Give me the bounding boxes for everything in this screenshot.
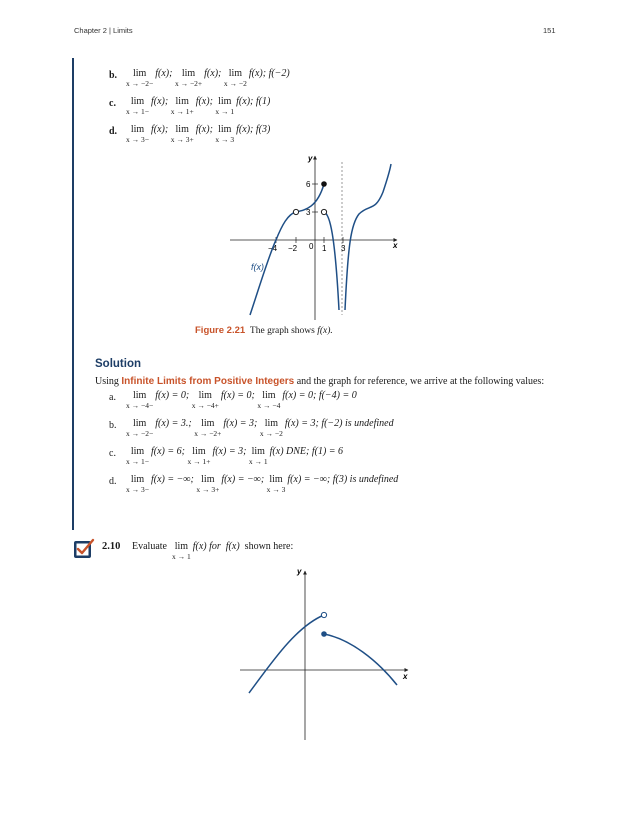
solution-row-b: lim x → −2− f(x) = 3.; lim x → −2+ f(x) = 3; lim x → −2 f(x) = 3; f(−2) is undefined xyxy=(126,418,394,438)
solution-row-d: lim x → 3− f(x) = −∞; lim x → 3+ f(x) = −∞; lim x → 3 f(x) = −∞; f(3) is undefined xyxy=(126,474,399,494)
limit-expression: lim x → −2− xyxy=(126,68,154,88)
limit-expression: lim x → 1+ xyxy=(187,446,211,466)
limit-expression: lim x → 3 xyxy=(215,124,235,144)
exercise-row-b: lim x → −2− f(x); lim x → −2+ f(x); lim x → −2 f(x); f(−2) xyxy=(126,68,290,88)
limit-expression: lim x → −4− xyxy=(126,390,154,410)
x-tick-label: −4 xyxy=(268,244,278,253)
limit-expression: lim x → 1 xyxy=(215,96,235,116)
y-axis-label: y xyxy=(297,567,302,576)
limit-expression: lim x → −2+ xyxy=(174,68,203,88)
x-axis-label: x xyxy=(393,241,398,250)
curve-right-branch xyxy=(345,164,391,310)
running-header: Chapter 2 | Limits xyxy=(74,26,133,35)
curve-right-piece xyxy=(324,634,397,685)
solution-heading: Solution xyxy=(95,358,141,370)
checkpoint-text: Evaluate lim x → 1 f(x) for f(x) shown here: xyxy=(132,541,294,561)
curve-left-piece xyxy=(249,615,324,693)
limit-expression: lim x → −4 xyxy=(257,390,281,410)
exercise-row-d: lim x → 3− f(x); lim x → 3+ f(x); lim x → 3 f(x); f(3) xyxy=(126,124,271,144)
limit-expression: lim x → −2+ xyxy=(194,418,222,438)
curve-label: f(x) xyxy=(251,262,264,272)
figure-caption: Figure 2.21 The graph shows f(x). xyxy=(195,325,333,336)
part-label-d: d. xyxy=(109,126,118,137)
solution-label-a: a. xyxy=(109,392,116,403)
origin-label: 0 xyxy=(309,242,314,251)
figure-2-21-graph xyxy=(225,150,405,320)
limit-expression: lim x → 3+ xyxy=(170,124,194,144)
limit-expression: lim x → 3− xyxy=(126,124,149,144)
x-axis-label: x xyxy=(403,672,408,681)
limit-expression: lim x → 3 xyxy=(266,474,286,494)
limit-expression: lim x → 1− xyxy=(126,96,149,116)
limit-expression: lim x → 1+ xyxy=(170,96,194,116)
solution-label-d: d. xyxy=(109,476,117,487)
checkpoint-icon xyxy=(73,538,95,560)
y-tick-label: 3 xyxy=(306,208,311,217)
y-tick-label: 6 xyxy=(306,180,311,189)
x-tick-label: 1 xyxy=(322,244,327,253)
limit-expression: lim x → −2− xyxy=(126,418,154,438)
solution-row-c: lim x → 1− f(x) = 6; lim x → 1+ f(x) = 3; lim x → 1 f(x) DNE; f(1) = 6 xyxy=(126,446,344,466)
open-point xyxy=(293,209,298,214)
limit-expression: lim x → −2 xyxy=(259,418,283,438)
limit-expression: lim x → 1 xyxy=(171,541,191,561)
solution-intro: Using Infinite Limits from Positive Integers and the graph for reference, we arrive at the following values: xyxy=(95,376,545,387)
solution-label-b: b. xyxy=(109,420,117,431)
open-point xyxy=(321,612,326,617)
part-label-b: b. xyxy=(109,70,118,81)
limit-expression: lim x → −2 xyxy=(223,68,247,88)
limit-expression: lim x → 1 xyxy=(248,446,268,466)
limit-expression: lim x → 3− xyxy=(126,474,149,494)
x-tick-label: 3 xyxy=(341,244,346,253)
x-tick-label: −2 xyxy=(288,244,298,253)
closed-point xyxy=(321,631,327,637)
limit-expression: lim x → 3+ xyxy=(196,474,220,494)
solution-row-a: lim x → −4− f(x) = 0; lim x → −4+ f(x) = 0; lim x → −4 f(x) = 0; f(−4) = 0 xyxy=(126,390,357,410)
section-link[interactable]: Infinite Limits from Positive Integers xyxy=(121,376,295,387)
example-sidebar-rule xyxy=(72,58,74,530)
closed-point xyxy=(321,181,327,187)
limit-expression: lim x → −4+ xyxy=(191,390,219,410)
checkpoint-graph xyxy=(235,565,415,745)
curve-middle-branch xyxy=(324,212,339,310)
open-point xyxy=(321,209,326,214)
limit-expression: lim x → 1− xyxy=(126,446,149,466)
y-axis-label: y xyxy=(308,154,313,163)
page-number: 151 xyxy=(543,26,556,35)
checkpoint-number: 2.10 xyxy=(102,541,121,552)
exercise-row-c: lim x → 1− f(x); lim x → 1+ f(x); lim x → 1 f(x); f(1) xyxy=(126,96,271,116)
part-label-c: c. xyxy=(109,98,116,109)
solution-label-c: c. xyxy=(109,448,116,459)
